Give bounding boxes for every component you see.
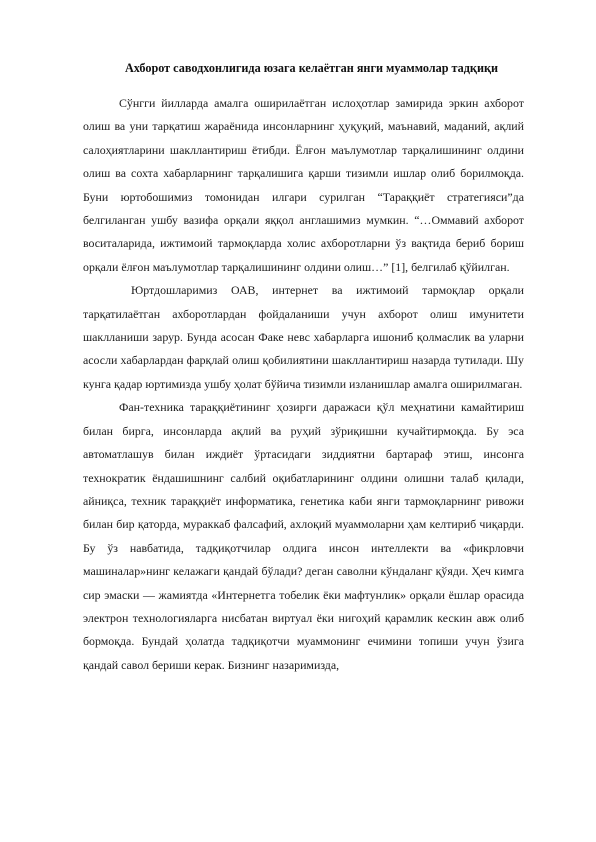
paragraph-1: Сўнгги йилларда амалга оширилаётган ислоҳотлар замирида эркин ахборот олиш ва уни тарқатиш жараёнида инсонларнинг ҳуқуқий, маънавий, маданий, ақлий салоҳиятларини шакллантириш ётибди. Ёлғон маълумотлар тарқалишининг олдини олиш ва сохта хабарларнинг тарқалишига қарши тизимли ишлар олиб борилмоқда. Буни юртобошимиз томонидан илгари сурилган “Тараққиёт стратегияси”да белгиланган ушбу вазифа орқали яққол англашимиз мумкин. “…Оммавий ахборот воситаларида, ижтимоий тармоқларда холис ахборотларни ўз вақтида бериб бориш орқали ёлғон маълумотлар тарқалишининг олдини олиш…” [1], белгилаб қўйилган. xyxy=(83,96,524,274)
paragraph-2: Юртдошларимиз ОАВ, интернет ва ижтимоий тармоқлар орқали тарқатилаётган ахборотлардан фойдаланиши учун ахборот олиш имунитети шаклланиши зарур. Бунда асосан Факе невс хабарларга ишониб қолмаслик ва уларни асосли хабарлардан фарқлай олиш қобилиятини шакллантириш назарда тутилади. Шу кунга қадар юртимизда ушбу ҳолат бўйича тизимли изланишлар амалга оширилмаган. xyxy=(83,283,524,391)
document-title: Ахборот саводхонлигида юзага келаётган янги муаммолар тадқиқи xyxy=(124,61,499,75)
document-body xyxy=(83,92,524,677)
paragraph-3: Фан-техника тараққиётининг ҳозирги даражаси қўл меҳнатини камайтириш билан бирга, инсонларда ақлий ва руҳий зўриқишни кучайтирмоқда. Бу эса автоматлашув билан иждиёт ўртасидаги зиддиятни бартараф этиш, инсонга технократик ёндашишнинг салбий оқибатларининг олдини олишни талаб қилади, айниқса, техник тараққиёт информатика, генетика каби янги тармоқларнинг ривожи билан бир қаторда, мураккаб фалсафий, ахлоқий муаммоларни ҳам келтириб чиқарди. Бу ўз навбатида, тадқиқотчилар олдига инсон интеллекти ва «фикрловчи машиналар»нинг келажаги қандай бўлади? деган саволни кўндаланг қўяди. Ҳеч кимга сир эмаски — жамиятда «Интернетга тобелик ёки мафтунлик» орқали ёшлар орасида электрон технологияларга нисбатан виртуал ёки нигоҳий қарамлик кескин авж олиб бормоқда. Бундай ҳолатда тадқиқотчи муаммонинг ечимини топиши учун ўзига қандай савол бериши керак. Бизнинг назаримизда, xyxy=(83,400,524,672)
